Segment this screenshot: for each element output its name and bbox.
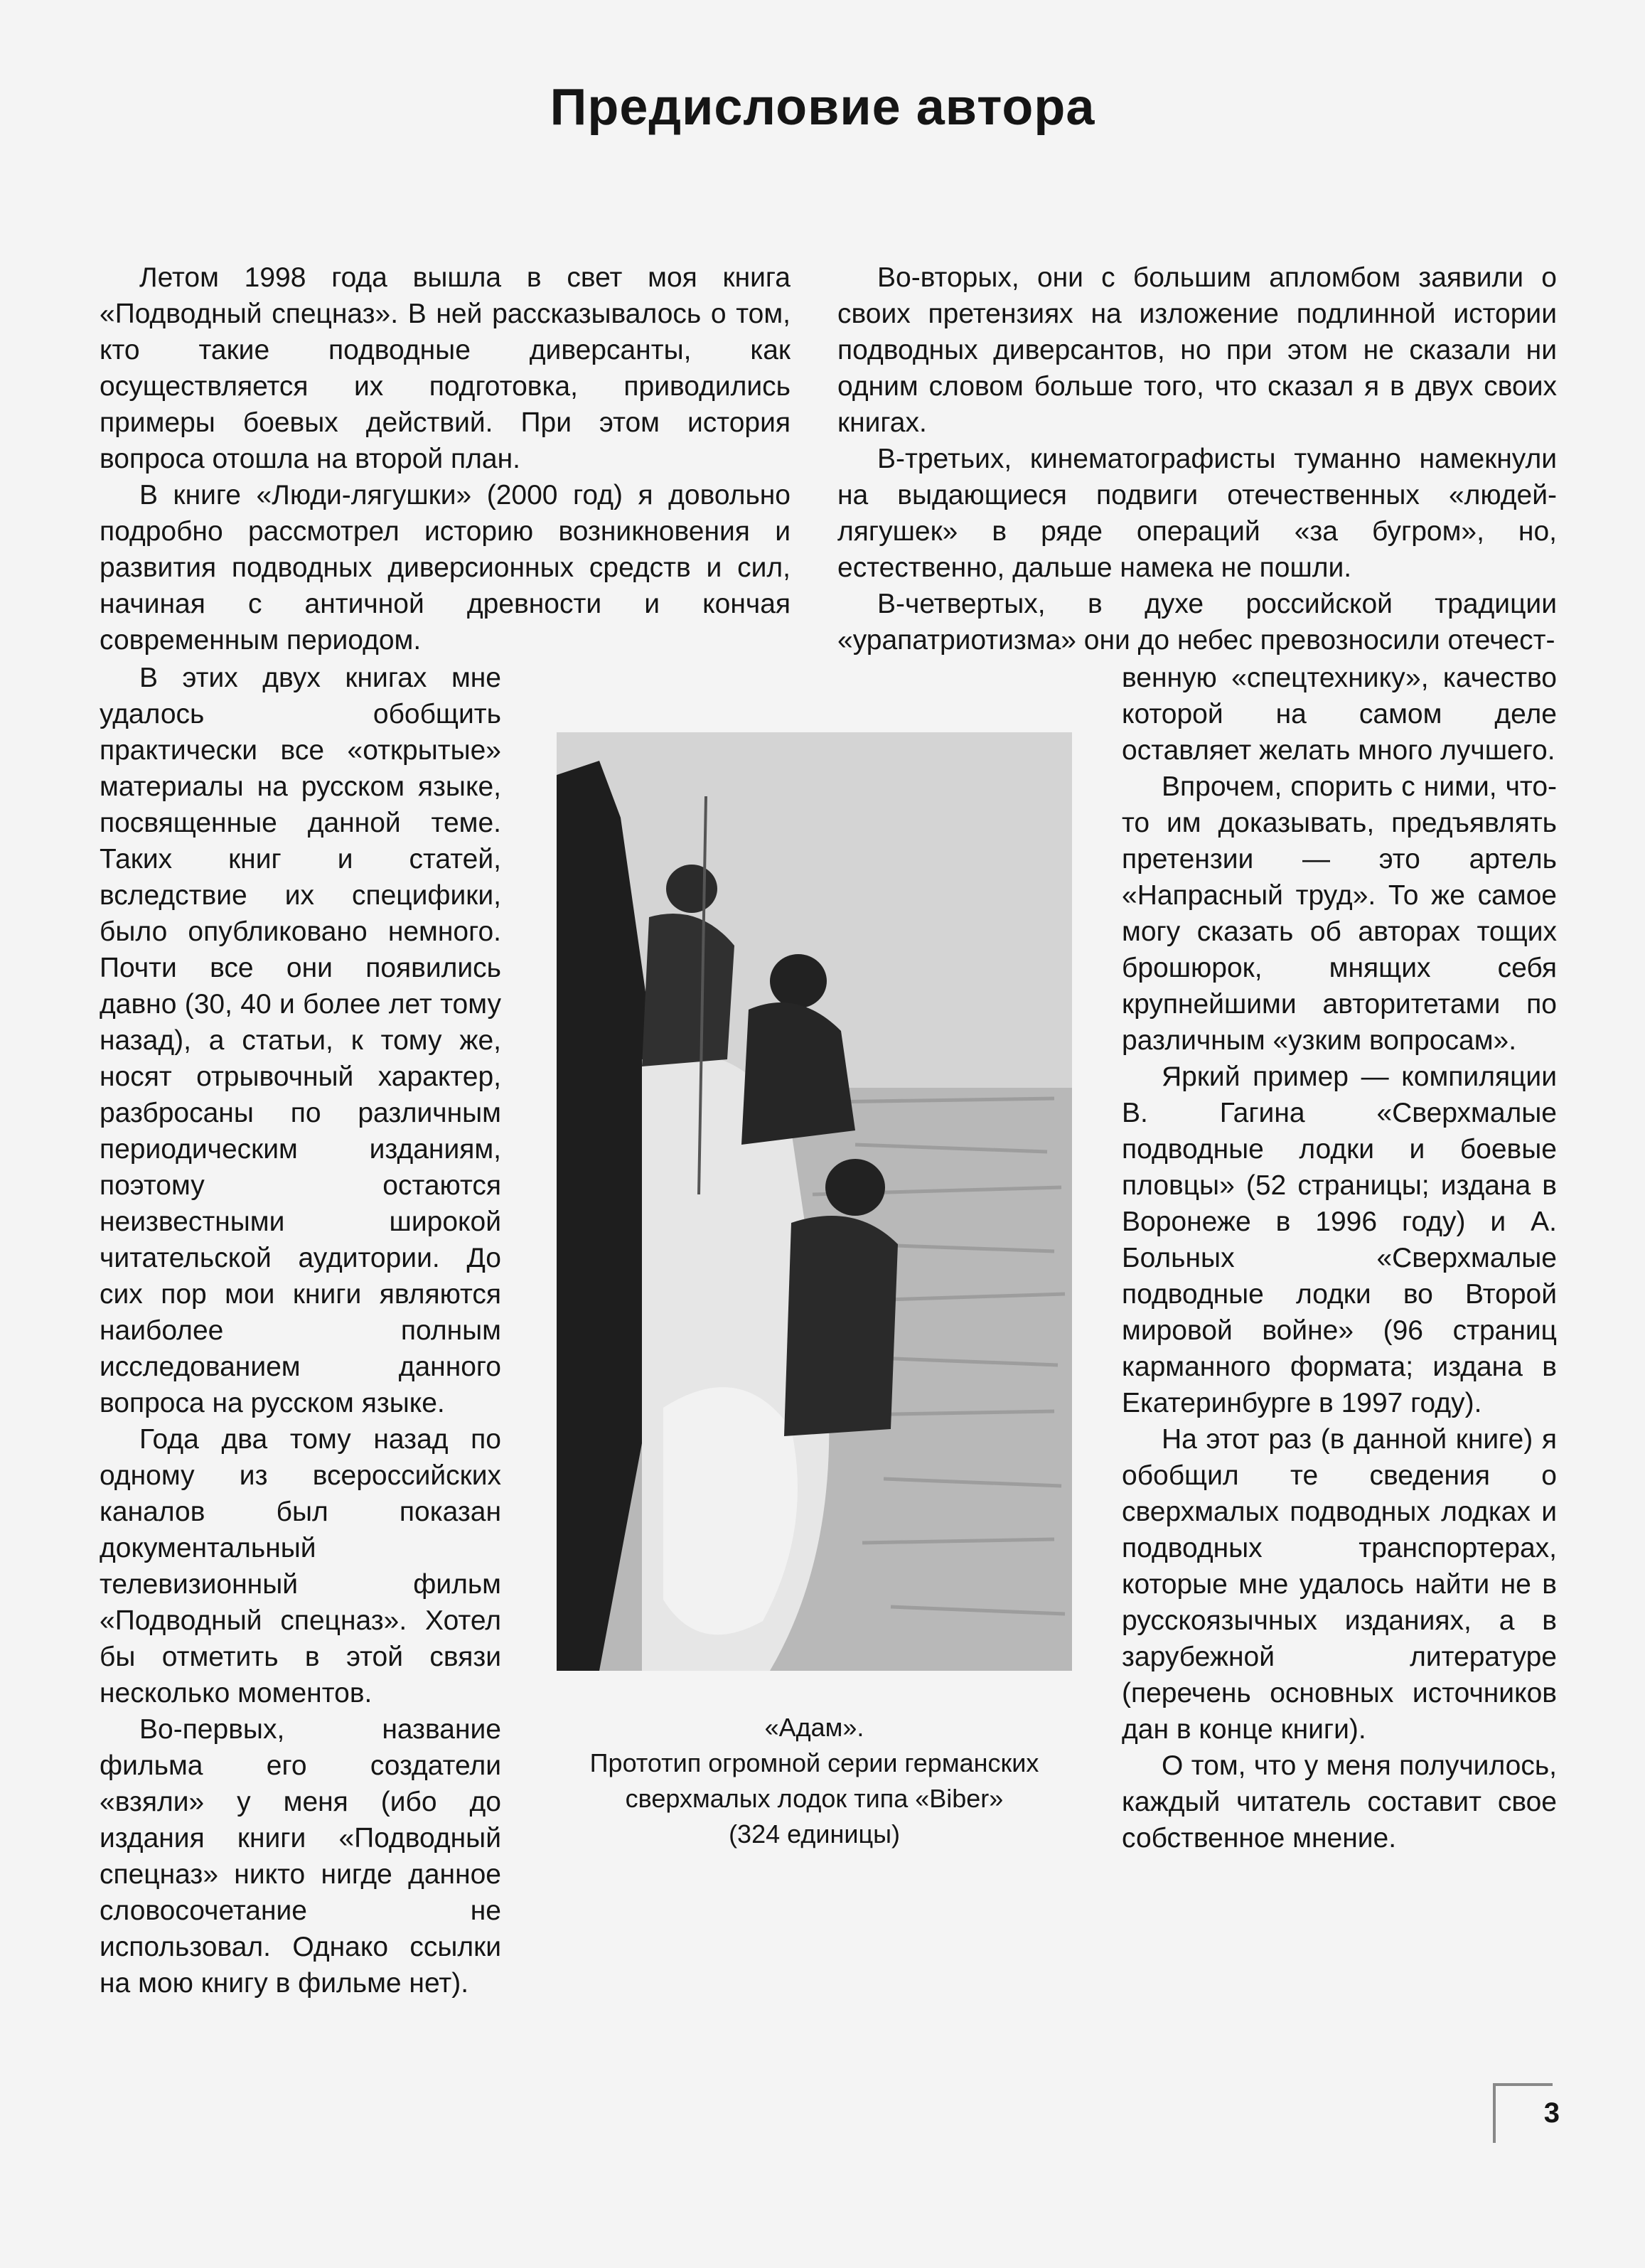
- submarine-photo: [557, 732, 1072, 1671]
- caption-line: (324 единицы): [729, 1819, 900, 1849]
- paragraph: Во-вторых, они с большим апломбом заявили о своих претензиях на изложение подлинной истории подводных диверсантов, но при этом не сказали ни одним словом больше того, что сказал я в двух своих книгах.: [837, 262, 1557, 438]
- paragraph: На этот раз (в данной книге) я обобщил те сведения о сверхмалых подводных лодках и подводных транспортерах, которые мне удалось найти не в русскоязычных изданиях, а в зарубежной литературе (перечень основных источников дан в конце книги).: [1122, 1424, 1557, 1745]
- left-column-narrow: [100, 660, 501, 2001]
- left-column-top: [100, 260, 791, 658]
- right-column-narrow: [1122, 660, 1557, 1856]
- paragraph-continuation: венную «спецтехнику», качество которой на самом деле оставляет желать много лучшего.: [1122, 663, 1557, 766]
- paragraph: Во-первых, название фильма его создатели «взяли» у меня (ибо до издания книги «Подводный спецназ» никто нигде данное словосочетание не использовал. Однако ссылки на мою книгу в фильме нет).: [100, 1714, 501, 1999]
- paragraph: В-четвертых, в духе российской традиции «урапатриотизма» они до небес превозносили отечест-: [837, 589, 1557, 656]
- paragraph: О том, что у меня получилось, каждый читатель составит свое собственное мнение.: [1122, 1750, 1557, 1854]
- page-number: 3: [1543, 2097, 1560, 2129]
- caption-line: «Адам».: [764, 1713, 864, 1742]
- caption-line: Прототип огромной серии германских: [589, 1748, 1039, 1777]
- paragraph: В книге «Люди-лягушки» (2000 год) я довольно подробно рассмотрел историю возникновения и развития подводных диверсионных средств и сил, начиная с античной древности и кончая современным периодом.: [100, 480, 791, 656]
- photo-caption: [557, 1710, 1072, 1852]
- page-title: Предисловие автора: [550, 79, 1095, 136]
- caption-line: сверхмалых лодок типа «Biber»: [625, 1784, 1004, 1813]
- right-column-top: [837, 260, 1557, 658]
- paragraph: В-третьих, кинематографисты туманно намекнули на выдающиеся подвиги отечественных «людей-лягушек» в ряде операций «за бугром», но, естественно, дальше намека не пошли.: [837, 444, 1557, 583]
- paragraph: Летом 1998 года вышла в свет моя книга «Подводный спецназ». В ней рассказывалось о том, кто такие подводные диверсанты, как осуществляется их подготовка, приводились примеры боевых действий. При этом история вопроса отошла на второй план.: [100, 262, 791, 474]
- paragraph: Впрочем, спорить с ними, что-то им доказывать, предъявлять претензии — это артель «Напрасный труд». То же самое могу сказать об авторах тощих брошюрок, мнящих себя крупнейшими авторитетами по различным «узким вопросам».: [1122, 771, 1557, 1056]
- paragraph: Яркий пример — компиляции В. Гагина «Сверхмалые подводные лодки и боевые пловцы» (52 страницы; издана в Воронеже в 1996 году) и А. Больных «Сверхмалые подводные лодки во Второй мировой войне» (96 страниц карманного формата; издана в Екатеринбурге в 1997 году).: [1122, 1061, 1557, 1418]
- paragraph: Года два тому назад по одному из всероссийских каналов был показан документальный телевизионный фильм «Подводный спецназ». Хотел бы отметить в этой связи несколько моментов.: [100, 1424, 501, 1708]
- paragraph: В этих двух книгах мне удалось обобщить практически все «открытые» материалы на русском языке, посвященные данной теме. Таких книг и статей, вследствие их специфики, было опубликовано немного. Почти все они появились давно (30, 40 и более лет тому назад), а статьи, к тому же, носят отрывочный характер, разбросаны по различным периодическим изданиям, поэтому остаются неизвестными широкой читательской аудитории. До сих пор мои книги являются наиболее полным исследованием данного вопроса на русском языке.: [100, 663, 501, 1418]
